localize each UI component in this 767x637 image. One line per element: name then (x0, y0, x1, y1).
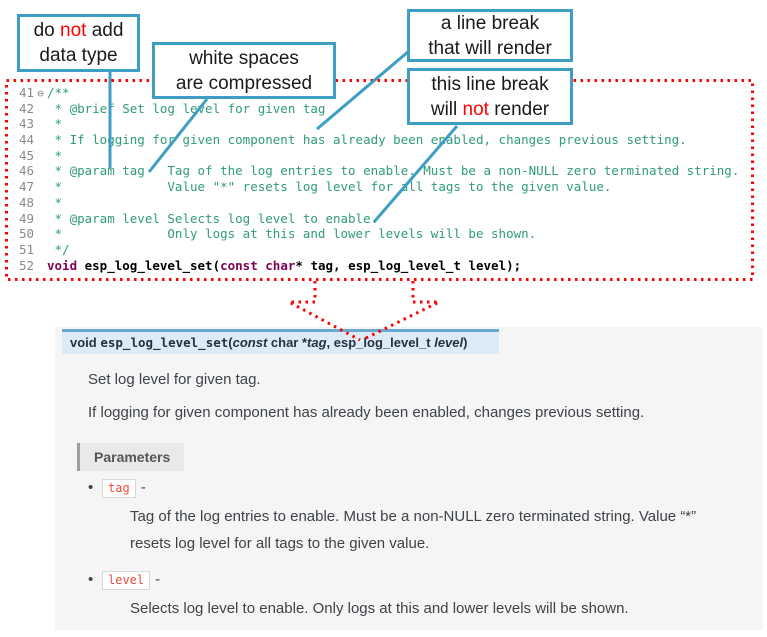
callout-text: data type (39, 45, 118, 66)
fold-gutter (34, 227, 47, 243)
callout-text-line (34, 18, 124, 43)
line-number: 51 (18, 241, 34, 257)
code-line (10, 163, 739, 179)
signature-segment: ) (463, 335, 468, 350)
callout-text-line (189, 46, 299, 71)
code-line (10, 132, 739, 148)
line-number: 52 (18, 257, 34, 273)
line-number: 49 (18, 210, 34, 226)
callout-text-line (441, 11, 539, 36)
callout-text-line (431, 72, 548, 97)
callout-text-line (431, 97, 549, 122)
signature-segment: level (434, 335, 464, 350)
bullet-icon: • (88, 479, 94, 496)
code-segment: */ (47, 241, 70, 257)
callout-text-line (428, 36, 552, 61)
parameter-head (88, 479, 728, 501)
code-segment: /** (47, 85, 70, 100)
code-line (10, 101, 739, 117)
code-line (10, 179, 739, 195)
callout-text-line (176, 71, 312, 96)
line-number: 42 (18, 100, 34, 116)
parameter-head (88, 571, 728, 593)
code-segment: * Value "*" resets log level for all tags to the given value. (47, 179, 612, 195)
fold-gutter (34, 196, 47, 212)
callout-text: add (86, 20, 124, 41)
signature-segment: const (232, 335, 268, 350)
fold-gutter (34, 243, 47, 259)
parameter-item (88, 479, 728, 557)
callout-text: not (60, 20, 87, 41)
fold-gutter (34, 212, 47, 228)
code-line (10, 116, 739, 132)
code-line (10, 258, 739, 274)
code-segment: * (47, 147, 63, 163)
fold-gutter (34, 180, 47, 196)
parameter-item (88, 571, 728, 622)
code-segment: * @brief Set log level for given tag (47, 100, 326, 116)
signature-segment: esp_log_level_set (100, 335, 229, 350)
bullet-icon: • (88, 571, 94, 588)
code-segment: * @param tag Tag of the log entries to enable. Must be a non-NULL zero terminated string. (47, 163, 740, 179)
code-segment: * (47, 116, 63, 132)
callout-text: a line break (440, 12, 540, 34)
code-line (10, 148, 739, 164)
line-number: 45 (18, 147, 34, 163)
callout-text: do (33, 20, 60, 41)
callout-line-break-will-not-render (407, 68, 573, 125)
code-segment: * If logging for given component has already been enabled, changes previous setting. (47, 132, 687, 148)
parameter-dash: - (155, 571, 161, 588)
code-line (10, 195, 739, 211)
parameter-description: Selects log level to enable. Only logs at this and lower levels will be shown. (130, 600, 629, 617)
code-segment: void (47, 257, 78, 273)
code-line (10, 226, 739, 242)
line-number: 46 (18, 163, 34, 179)
signature-segment: , esp_log_level_t (326, 335, 435, 350)
code-line (10, 211, 739, 227)
code-segment: const (220, 257, 258, 273)
callout-do-not-add-data-type (17, 14, 140, 72)
callout-white-spaces-compressed (152, 42, 336, 99)
callout-text: white spaces (189, 47, 299, 69)
callout-text: this line break (431, 73, 549, 95)
parameter-dash: - (140, 479, 146, 496)
function-signature-bar (62, 329, 499, 354)
callout-text: that will render (428, 37, 552, 59)
parameter-name-badge: level (102, 571, 150, 590)
parameter-description: Tag of the log entries to enable. Must be a non-NULL zero terminated string. Value “*” resets log level for all tags to the given value. (130, 508, 697, 552)
code-editor (6, 80, 752, 280)
code-segment: * tag, esp_log_level_t level); (295, 257, 522, 273)
fold-icon: ⊖ (37, 87, 44, 100)
callout-text: are compressed (175, 72, 313, 94)
line-number: 44 (18, 132, 34, 148)
callout-text: render (488, 98, 550, 120)
signature-segment: void (70, 335, 101, 350)
code-line (10, 242, 739, 258)
brief-text: Set log level for given tag. (88, 371, 261, 388)
callout-text: will (430, 98, 463, 120)
fold-gutter (34, 149, 47, 165)
parameters-list (88, 479, 728, 636)
callout-text: not (462, 98, 489, 120)
fold-gutter (34, 102, 47, 118)
line-number: 48 (18, 194, 34, 210)
signature-segment: ( (228, 335, 233, 350)
signature-segment: char * (267, 335, 308, 350)
fold-gutter (34, 133, 47, 149)
code-segment: esp_log_level_set( (77, 257, 221, 273)
line-number: 41 (18, 85, 34, 100)
fold-gutter (34, 259, 47, 275)
signature-segment: tag (307, 335, 327, 350)
rendered-doc-panel (55, 327, 763, 630)
callout-line-break-will-render (407, 9, 573, 62)
code-line (10, 85, 739, 101)
code-segment: * @param level Selects log level to enable. (47, 210, 379, 226)
line-number: 43 (18, 116, 34, 132)
code-segment: * Only logs at this and lower levels will be shown. (47, 226, 537, 242)
parameter-name-badge: tag (102, 479, 136, 498)
fold-gutter (34, 117, 47, 133)
fold-gutter (34, 164, 47, 180)
line-number: 50 (18, 226, 34, 242)
code-segment: * (47, 194, 63, 210)
line-number: 47 (18, 179, 34, 195)
code-lines (10, 85, 739, 273)
code-segment: char (265, 257, 296, 273)
parameters-header: Parameters (77, 443, 184, 471)
description-text: If logging for given component has already been enabled, changes previous setting. (88, 404, 645, 421)
callout-text-line (39, 43, 117, 68)
